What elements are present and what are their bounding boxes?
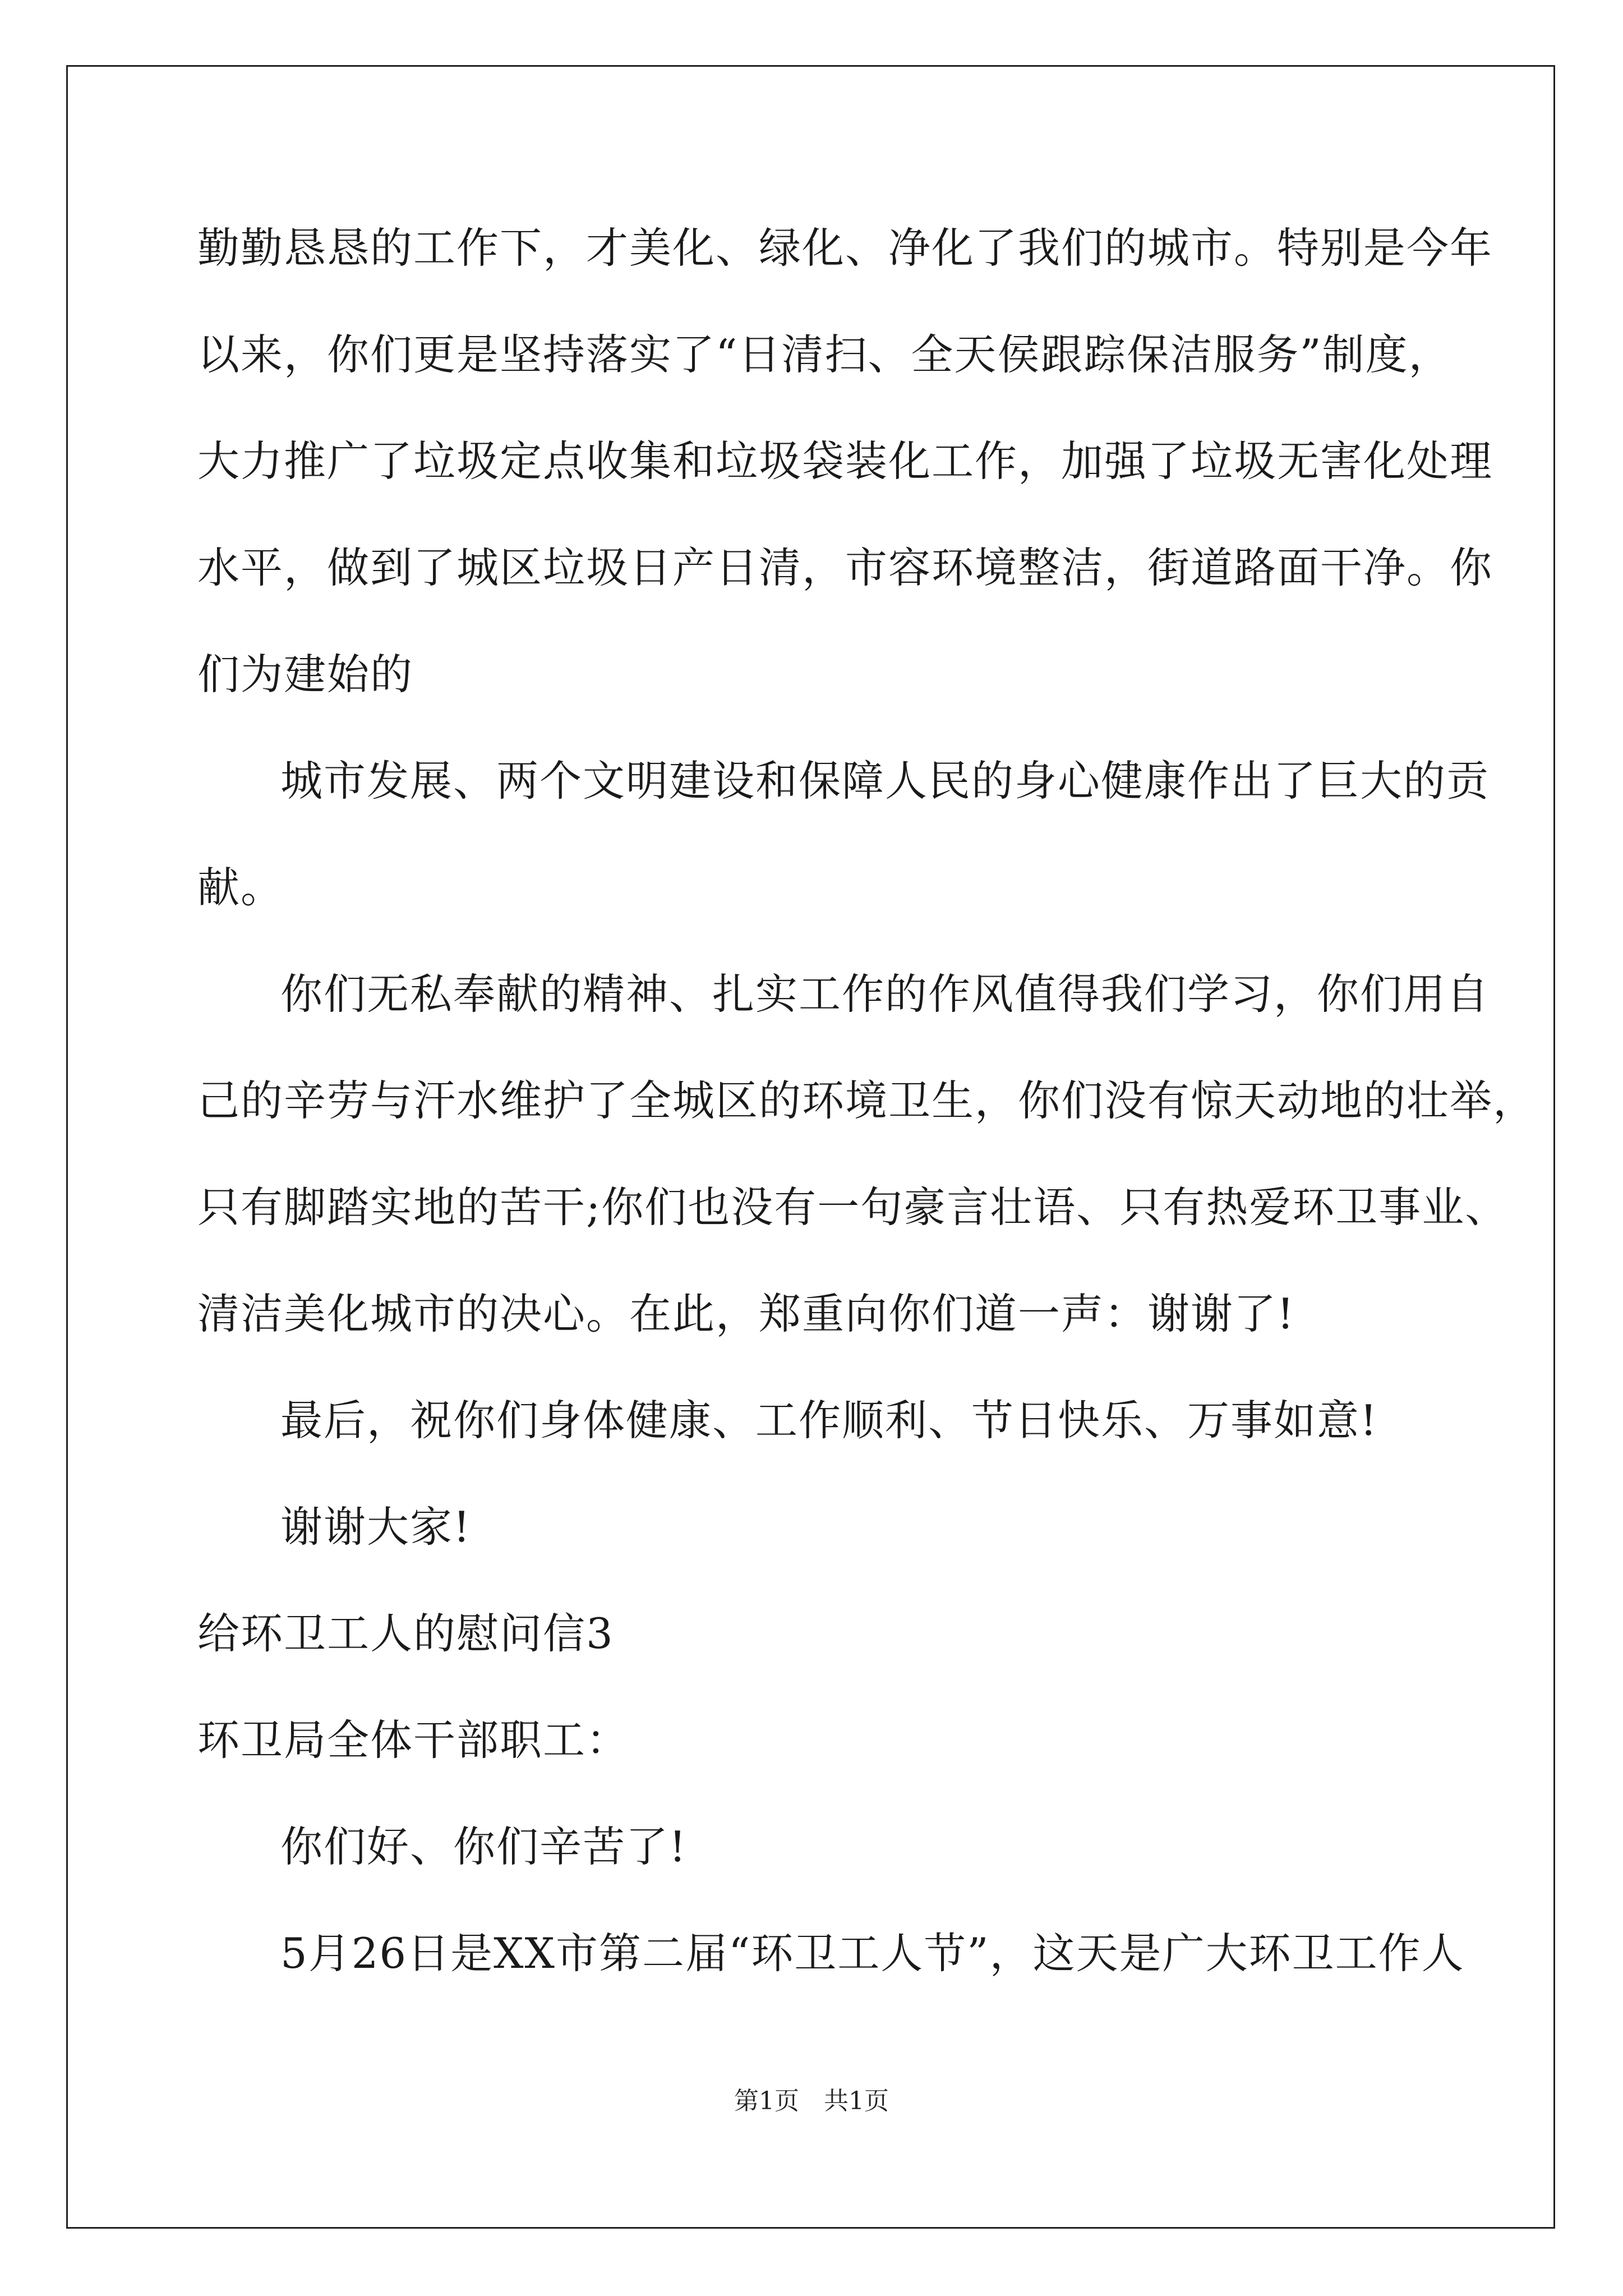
text-line: 大力推广了垃圾定点收集和垃圾袋装化工作，加强了垃圾无害化处理 <box>197 436 1493 486</box>
text-line: 己的辛劳与汗水维护了全城区的环境卫生，你们没有惊天动地的壮举， <box>197 1076 1537 1125</box>
paragraph-start: 5月26日是XX市第二届“环卫工人节”，这天是广大环卫工作人 <box>280 1929 1465 1978</box>
paragraph-start: 城市发展、两个文明建设和保障人民的身心健康作出了巨大的贡 <box>280 756 1490 806</box>
text-line: 以来，你们更是坚持落实了“日清扫、全天侯跟踪保洁服务”制度， <box>197 330 1452 379</box>
text-line: 们为建始的 <box>197 650 414 699</box>
paragraph-start: 你们无私奉献的精神、扎实工作的作风值得我们学习，你们用自 <box>280 969 1490 1019</box>
page-number: 第1页 共1页 <box>734 2087 889 2115</box>
text-line: 献。 <box>197 863 284 912</box>
greeting: 你们好、你们辛苦了! <box>280 1822 688 1871</box>
text-line: 水平，做到了城区垃圾日产日清，市容环境整洁，街道路面干净。你 <box>197 543 1493 592</box>
section-title: 给环卫工人的慰问信3 <box>197 1609 614 1658</box>
salutation: 环卫局全体干部职工： <box>197 1715 630 1765</box>
paragraph-start: 谢谢大家! <box>280 1502 472 1552</box>
text-line: 勤勤恳恳的工作下，才美化、绿化、净化了我们的城市。特别是今年 <box>197 223 1493 273</box>
text-line: 清洁美化城市的决心。在此，郑重向你们道一声：谢谢了! <box>197 1289 1295 1338</box>
page-border <box>66 65 1555 2229</box>
paragraph-start: 最后，祝你们身体健康、工作顺利、节日快乐、万事如意! <box>280 1396 1378 1445</box>
text-line: 只有脚踏实地的苦干;你们也没有一句豪言壮语、只有热爱环卫事业、 <box>197 1182 1509 1232</box>
